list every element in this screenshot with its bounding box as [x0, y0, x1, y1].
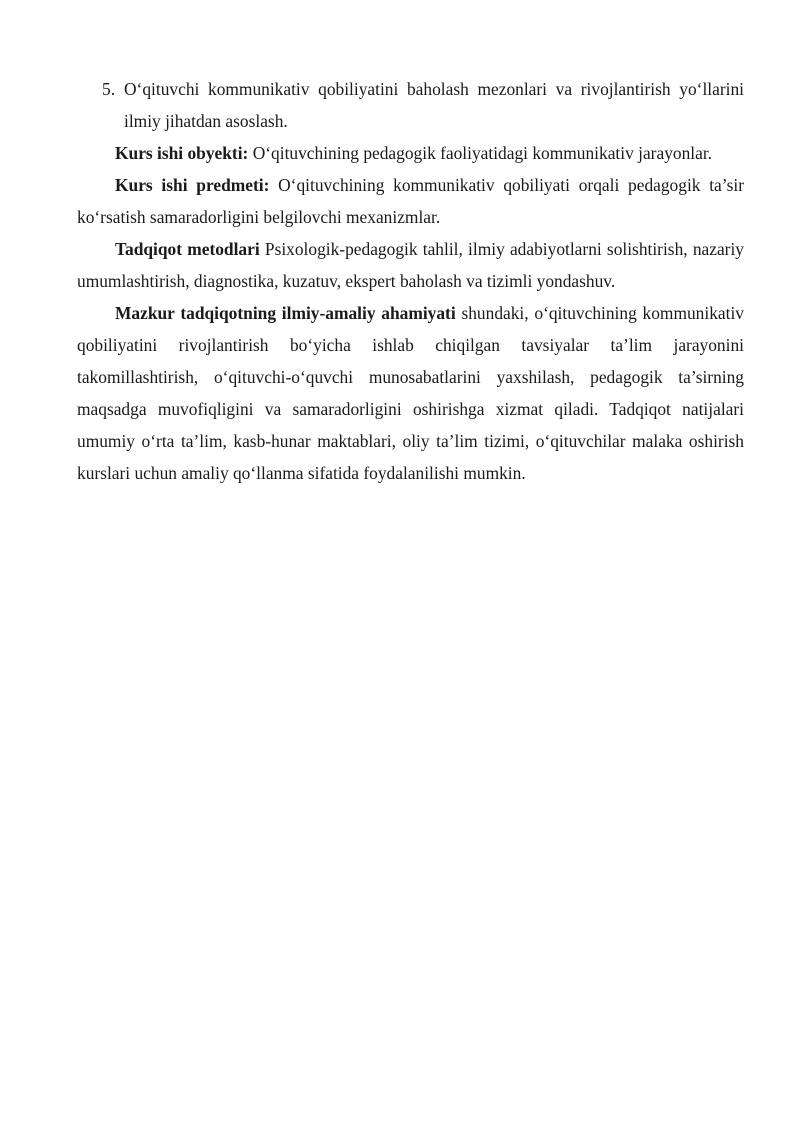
paragraph-body: O‘qituvchining kommunikativ qobiliyati orqali pedagogik ta’sir ko‘rsatish samaradorligini belgilovchi mexanizmlar. [77, 175, 744, 227]
paragraph-methods [77, 233, 744, 297]
paragraph-body: shundaki, o‘qituvchining kommunikativ qobiliyatini rivojlantirish bo‘yicha ishlab chiqilgan tavsiyalar ta’lim jarayonini takomillashtirish, o‘qituvchi-o‘quvchi munosabatlarini yaxshilash, pedagogik ta’sirning maqsadga muvofiqligini va samaradorligini oshirishga xizmat qiladi. Tadqiqot natijalari umumiy o‘rta ta’lim, kasb-hunar maktablari, oliy ta’lim tizimi, o‘qituvchilar malaka oshirish kurslari uchun amaliy qo‘llanma sifatida foydalanilishi mumkin. [77, 303, 744, 483]
paragraph-body: Psixologik-pedagogik tahlil, ilmiy adabiyotlarni solishtirish, nazariy umumlashtirish, diagnostika, kuzatuv, ekspert baholash va tizimli yondashuv. [77, 239, 744, 291]
document-page [77, 73, 744, 489]
paragraph-lead: Kurs ishi predmeti: [115, 175, 270, 195]
paragraph-lead: Kurs ishi obyekti: [115, 143, 249, 163]
list-item-text: O‘qituvchi kommunikativ qobiliyatini baholash mezonlari va rivojlantirish yo‘llarini ilmiy jihatdan asoslash. [124, 79, 744, 131]
paragraph-lead: Tadqiqot metodlari [115, 239, 260, 259]
paragraph-subject [77, 169, 744, 233]
list-item-5 [77, 73, 744, 137]
paragraph-lead: Mazkur tadqiqotning ilmiy-amaliy ahamiyati [115, 303, 456, 323]
list-number: 5. [102, 79, 116, 99]
paragraph-significance [77, 297, 744, 489]
paragraph-body: O‘qituvchining pedagogik faoliyatidagi kommunikativ jarayonlar. [248, 143, 713, 163]
paragraph-object [77, 137, 744, 169]
